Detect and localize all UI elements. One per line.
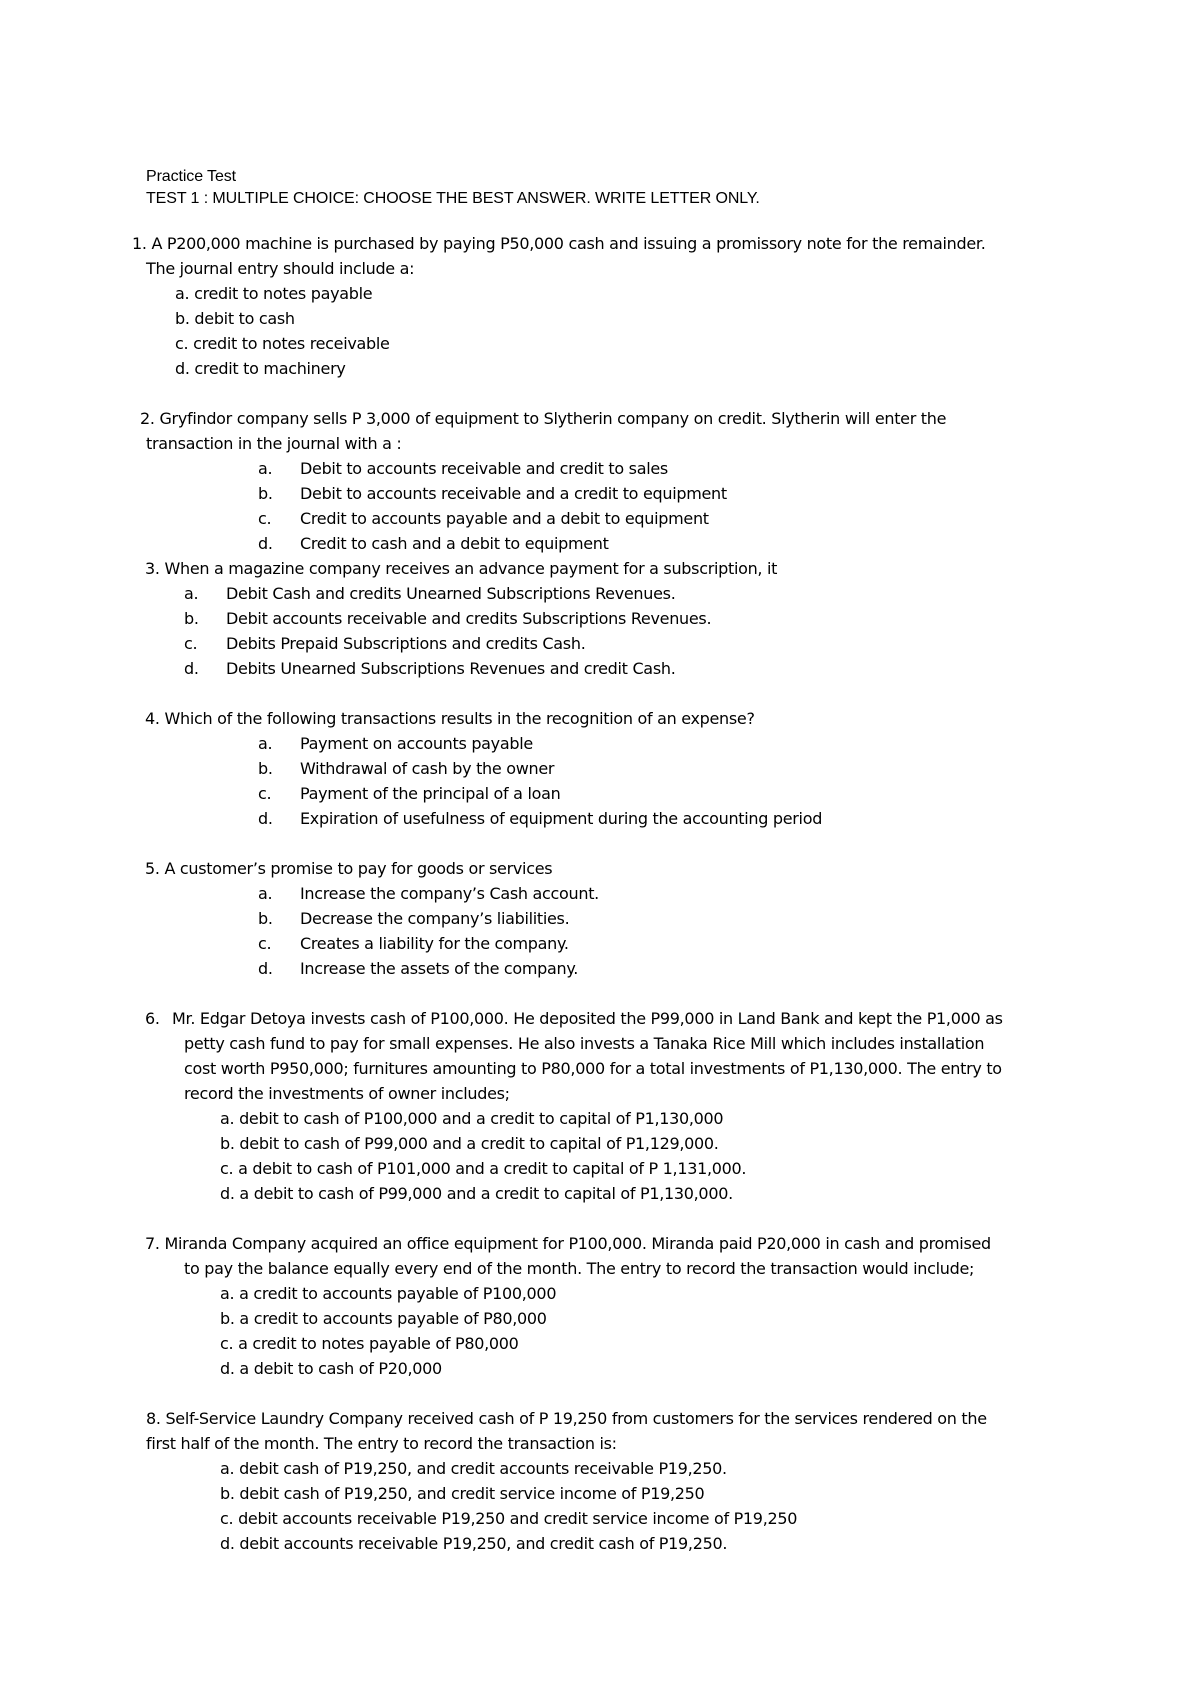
question-4-choice-b (258, 759, 554, 779)
choice-letter: d. (184, 659, 199, 678)
choice-letter: d. (258, 809, 273, 828)
question-1-stem: 1. A P200,000 machine is purchased by paying P50,000 cash and issuing a promissory note for the remainder. (132, 234, 986, 253)
choice-text: Credit to accounts payable and a debit to equipment (300, 509, 709, 528)
question-7-choice-b: b. a credit to accounts payable of P80,000 (220, 1309, 547, 1328)
question-3-choice-b (184, 609, 711, 629)
question-8-stem: 8. Self-Service Laundry Company received cash of P 19,250 from customers for the services rendered on the (146, 1409, 987, 1428)
question-4-choice-a (258, 734, 533, 754)
choice-text: Debit to accounts receivable and credit to sales (300, 459, 668, 478)
choice-text: Debit to accounts receivable and a credit to equipment (300, 484, 727, 503)
question-5-choice-c (258, 934, 569, 954)
question-1-choice-a: a. credit to notes payable (175, 284, 373, 303)
choice-text: Debits Unearned Subscriptions Revenues and credit Cash. (226, 659, 676, 678)
question-1-choice-d: d. credit to machinery (175, 359, 346, 378)
question-5-choice-b (258, 909, 569, 929)
choice-text: Debit accounts receivable and credits Subscriptions Revenues. (226, 609, 712, 628)
choice-letter: a. (258, 884, 273, 903)
question-1-stem: The journal entry should include a: (146, 259, 415, 278)
choice-text: Increase the company’s Cash account. (300, 884, 599, 903)
choice-text: Withdrawal of cash by the owner (300, 759, 555, 778)
choice-text: Debit Cash and credits Unearned Subscriptions Revenues. (226, 584, 676, 603)
question-2-choice-d (258, 534, 609, 554)
question-2-choice-c (258, 509, 709, 529)
question-8-choice-a: a. debit cash of P19,250, and credit accounts receivable P19,250. (220, 1459, 727, 1478)
question-5-choice-d (258, 959, 578, 979)
question-2-stem: 2. Gryfindor company sells P 3,000 of equipment to Slytherin company on credit. Slytherin will enter the (140, 409, 947, 428)
question-8-choice-b: b. debit cash of P19,250, and credit service income of P19,250 (220, 1484, 705, 1503)
choice-text: Debits Prepaid Subscriptions and credits Cash. (226, 634, 586, 653)
question-4-choice-c (258, 784, 560, 804)
question-1-choice-b: b. debit to cash (175, 309, 295, 328)
choice-letter: a. (258, 459, 273, 478)
question-8-stem: first half of the month. The entry to record the transaction is: (146, 1434, 617, 1453)
question-4-stem: 4. Which of the following transactions results in the recognition of an expense? (145, 709, 755, 728)
choice-letter: c. (258, 784, 272, 803)
question-8-choice-d: d. debit accounts receivable P19,250, and credit cash of P19,250. (220, 1534, 728, 1553)
question-6-choice-d: d. a debit to cash of P99,000 and a credit to capital of P1,130,000. (220, 1184, 733, 1203)
question-3-stem: 3. When a magazine company receives an advance payment for a subscription, it (145, 559, 778, 578)
question-6-stem: cost worth P950,000; furnitures amounting to P80,000 for a total investments of P1,130,000. The entry to (184, 1059, 1002, 1078)
choice-letter: b. (258, 484, 273, 503)
test-instructions: TEST 1 : MULTIPLE CHOICE: CHOOSE THE BEST ANSWER. WRITE LETTER ONLY. (146, 190, 760, 207)
question-7-choice-a: a. a credit to accounts payable of P100,000 (220, 1284, 557, 1303)
question-3-choice-a (184, 584, 675, 604)
question-1-choice-c: c. credit to notes receivable (175, 334, 390, 353)
question-7-stem: to pay the balance equally every end of the month. The entry to record the transaction would include; (184, 1259, 975, 1278)
choice-letter: a. (184, 584, 199, 603)
choice-text: Payment on accounts payable (300, 734, 533, 753)
choice-letter: d. (258, 959, 273, 978)
choice-letter: d. (258, 534, 273, 553)
question-2-choice-b (258, 484, 727, 504)
question-8-choice-c: c. debit accounts receivable P19,250 and credit service income of P19,250 (220, 1509, 798, 1528)
question-3-choice-c (184, 634, 585, 654)
question-4-choice-d (258, 809, 822, 829)
choice-letter: b. (258, 759, 273, 778)
choice-letter: c. (184, 634, 198, 653)
question-6-choice-a: a. debit to cash of P100,000 and a credit to capital of P1,130,000 (220, 1109, 724, 1128)
question-7-choice-c: c. a credit to notes payable of P80,000 (220, 1334, 519, 1353)
choice-text: Increase the assets of the company. (300, 959, 579, 978)
choice-text: Credit to cash and a debit to equipment (300, 534, 609, 553)
question-6-choice-b: b. debit to cash of P99,000 and a credit to capital of P1,129,000. (220, 1134, 719, 1153)
question-5-choice-a (258, 884, 599, 904)
choice-text: Payment of the principal of a loan (300, 784, 561, 803)
question-7-choice-d: d. a debit to cash of P20,000 (220, 1359, 442, 1378)
question-6-stem: petty cash fund to pay for small expenses. He also invests a Tanaka Rice Mill which includes installation (184, 1034, 985, 1053)
question-2-choice-a (258, 459, 668, 479)
choice-letter: c. (258, 509, 272, 528)
question-6-stem: Mr. Edgar Detoya invests cash of P100,000. He deposited the P99,000 in Land Bank and kept the P1,000 as (172, 1009, 1003, 1028)
choice-letter: c. (258, 934, 272, 953)
choice-letter: b. (184, 609, 199, 628)
question-6-stem: record the investments of owner includes; (184, 1084, 510, 1103)
choice-letter: b. (258, 909, 273, 928)
choice-text: Creates a liability for the company. (300, 934, 569, 953)
question-5-stem: 5. A customer’s promise to pay for goods or services (145, 859, 553, 878)
question-2-stem: transaction in the journal with a : (146, 434, 402, 453)
question-6-number: 6. (145, 1009, 160, 1028)
question-6-choice-c: c. a debit to cash of P101,000 and a credit to capital of P 1,131,000. (220, 1159, 747, 1178)
choice-text: Decrease the company’s liabilities. (300, 909, 570, 928)
page-title: Practice Test (146, 168, 236, 185)
question-3-choice-d (184, 659, 675, 679)
choice-text: Expiration of usefulness of equipment during the accounting period (300, 809, 823, 828)
question-7-stem: 7. Miranda Company acquired an office equipment for P100,000. Miranda paid P20,000 in cash and promised (145, 1234, 991, 1253)
choice-letter: a. (258, 734, 273, 753)
